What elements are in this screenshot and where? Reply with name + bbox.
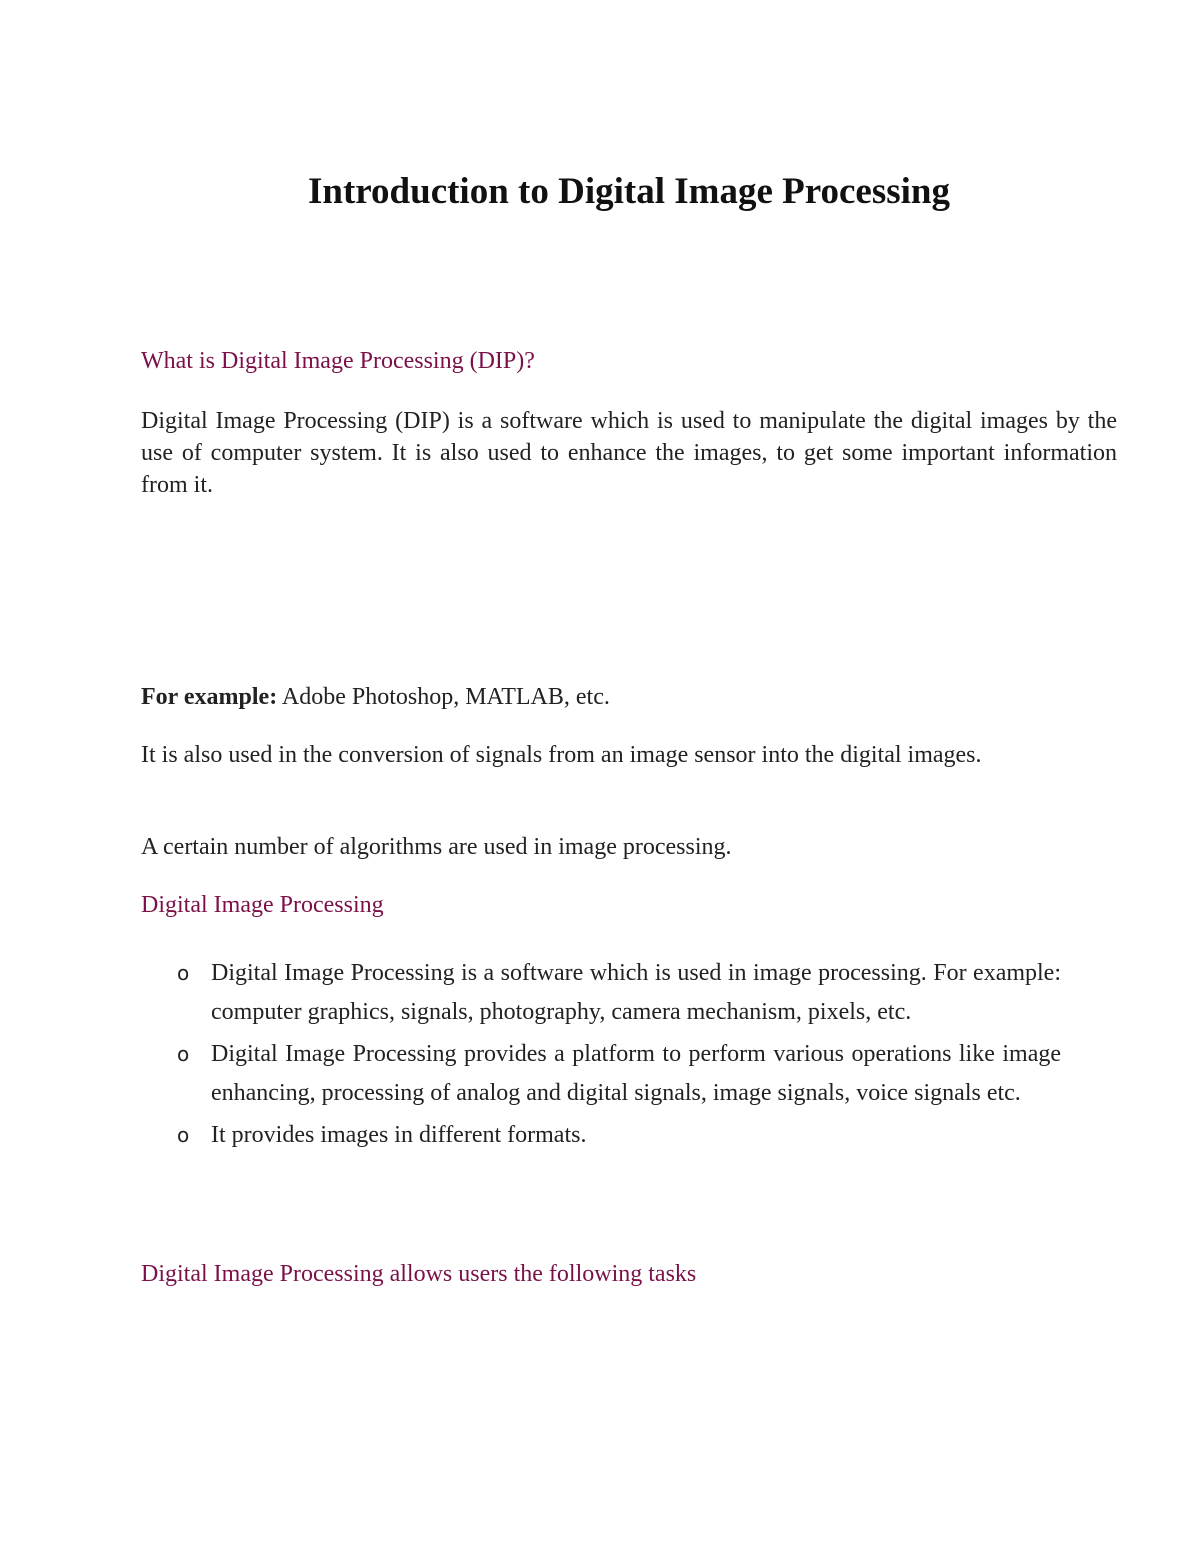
algorithms-paragraph: A certain number of algorithms are used in image processing. [141,834,732,860]
list-item [141,1035,1061,1113]
conversion-paragraph: It is also used in the conversion of signals from an image sensor into the digital images. [141,742,982,768]
list-item [141,954,1061,1032]
dip-bullet-list [141,954,1061,1158]
circle-bullet-icon: o [177,1042,190,1066]
list-item-text: Digital Image Processing provides a platform to perform various operations like image enhancing, processing of analog and digital signals, image signals, voice signals etc. [211,1041,1061,1106]
section-heading-tasks: Digital Image Processing allows users the following tasks [141,1261,697,1287]
example-paragraph [141,681,1117,713]
list-item-text: It provides images in different formats. [211,1122,587,1148]
circle-bullet-icon: o [177,961,190,985]
document-title: Introduction to Digital Image Processing [307,171,950,212]
section-heading-what-is-dip: What is Digital Image Processing (DIP)? [141,348,535,374]
dip-definition-paragraph: Digital Image Processing (DIP) is a software which is used to manipulate the digital images by the use of computer system. It is also used to enhance the images, to get some important information from it. [141,408,1117,498]
section-heading-dip: Digital Image Processing [141,892,384,918]
example-text: Adobe Photoshop, MATLAB, etc. [277,684,610,710]
circle-bullet-icon: o [177,1123,190,1147]
example-label: For example: [141,684,278,710]
list-item [141,1116,1061,1155]
list-item-text: Digital Image Processing is a software which is used in image processing. For example: computer graphics, signals, photography, camera mechanism, pixels, etc. [211,960,1061,1025]
